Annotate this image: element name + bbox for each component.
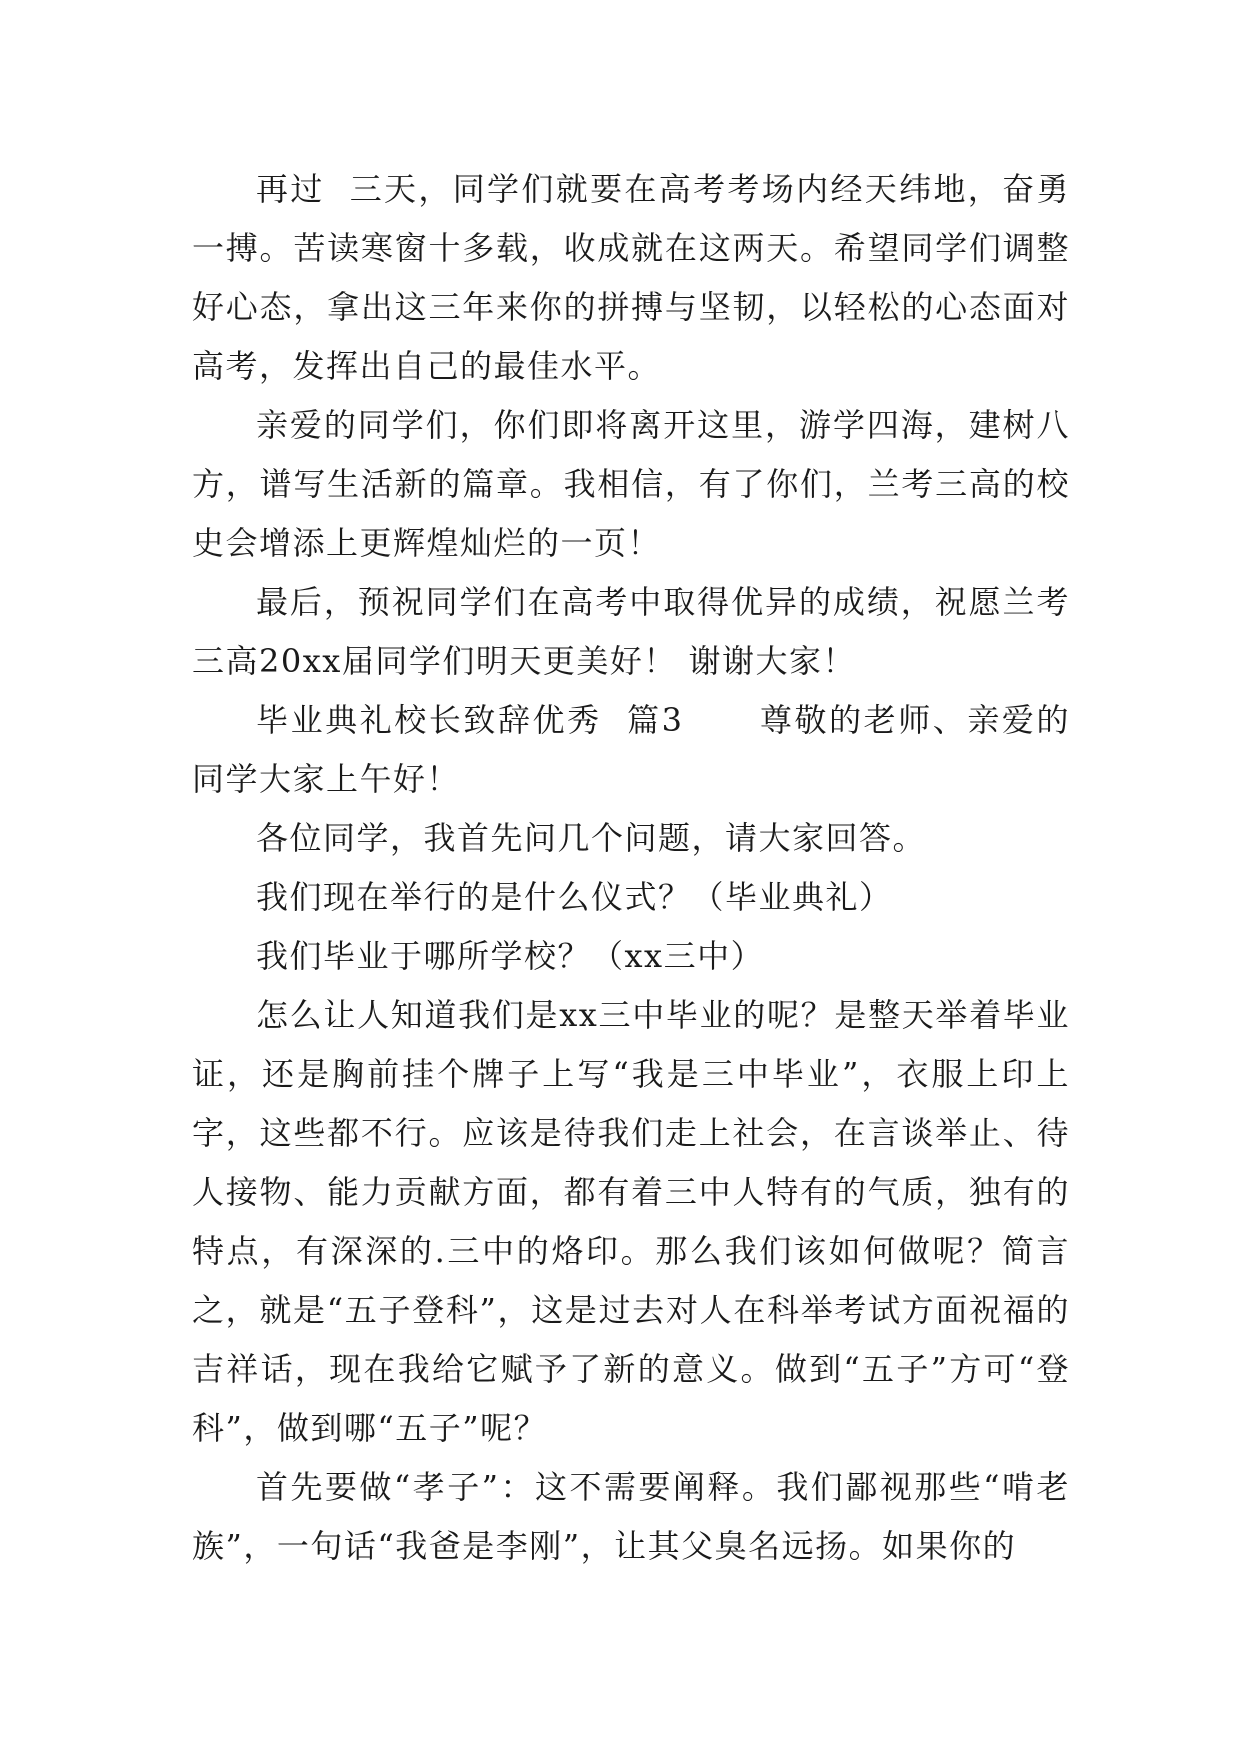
paragraph-closing-wishes: 最后，预祝同学们在高考中取得优异的成绩，祝愿兰考三高20xx届同学们明天更美好！ 谢谢大家！ bbox=[192, 583, 1070, 680]
paragraph-five-sons: 怎么让人知道我们是xx三中毕业的呢？是整天举着毕业证，还是胸前挂个牌子上写“我是三中毕业”，衣服上印上字，这些都不行。应该是待我们走上社会，在言谈举止、待人接物、能力贡献方面，都有着三中人特有的气质，独有的特点，有深深的.三中的烙印。那么我们该如何做呢？简言之，就是“五子登科”，这是过去对人在科举考试方面祝福的吉祥话，现在我给它赋予了新的意义。做到“五子”方可“登科”，做到哪“五子”呢？ bbox=[192, 996, 1070, 1447]
paragraph-question-ceremony: 我们现在举行的是什么仪式？（毕业典礼） bbox=[256, 878, 893, 916]
document-body bbox=[192, 160, 1070, 1576]
paragraph-exam-encouragement: 再过 三天，同学们就要在高考考场内经天纬地，奋勇一搏。苦读寒窗十多载，收成就在这两天。希望同学们调整好心态，拿出这三年来你的拼搏与坚韧，以轻松的心态面对高考，发挥出自己的最佳水平。 bbox=[192, 170, 1070, 385]
paragraph-questions-intro: 各位同学，我首先问几个问题，请大家回答。 bbox=[256, 819, 927, 857]
paragraph-filial-son: 首先要做“孝子”：这不需要阐释。我们鄙视那些“啃老族”，一句话“我爸是李刚”，让其父臭名远扬。如果你的 bbox=[192, 1468, 1070, 1565]
paragraph-farewell: 亲爱的同学们，你们即将离开这里，游学四海，建树八方，谱写生活新的篇章。我相信，有了你们，兰考三高的校史会增添上更辉煌灿烂的一页！ bbox=[192, 406, 1070, 562]
paragraph-section-heading: 毕业典礼校长致辞优秀 篇3 尊敬的老师、亲爱的同学大家上午好！ bbox=[192, 701, 1070, 798]
paragraph-question-school: 我们毕业于哪所学校？（xx三中） bbox=[256, 937, 765, 975]
